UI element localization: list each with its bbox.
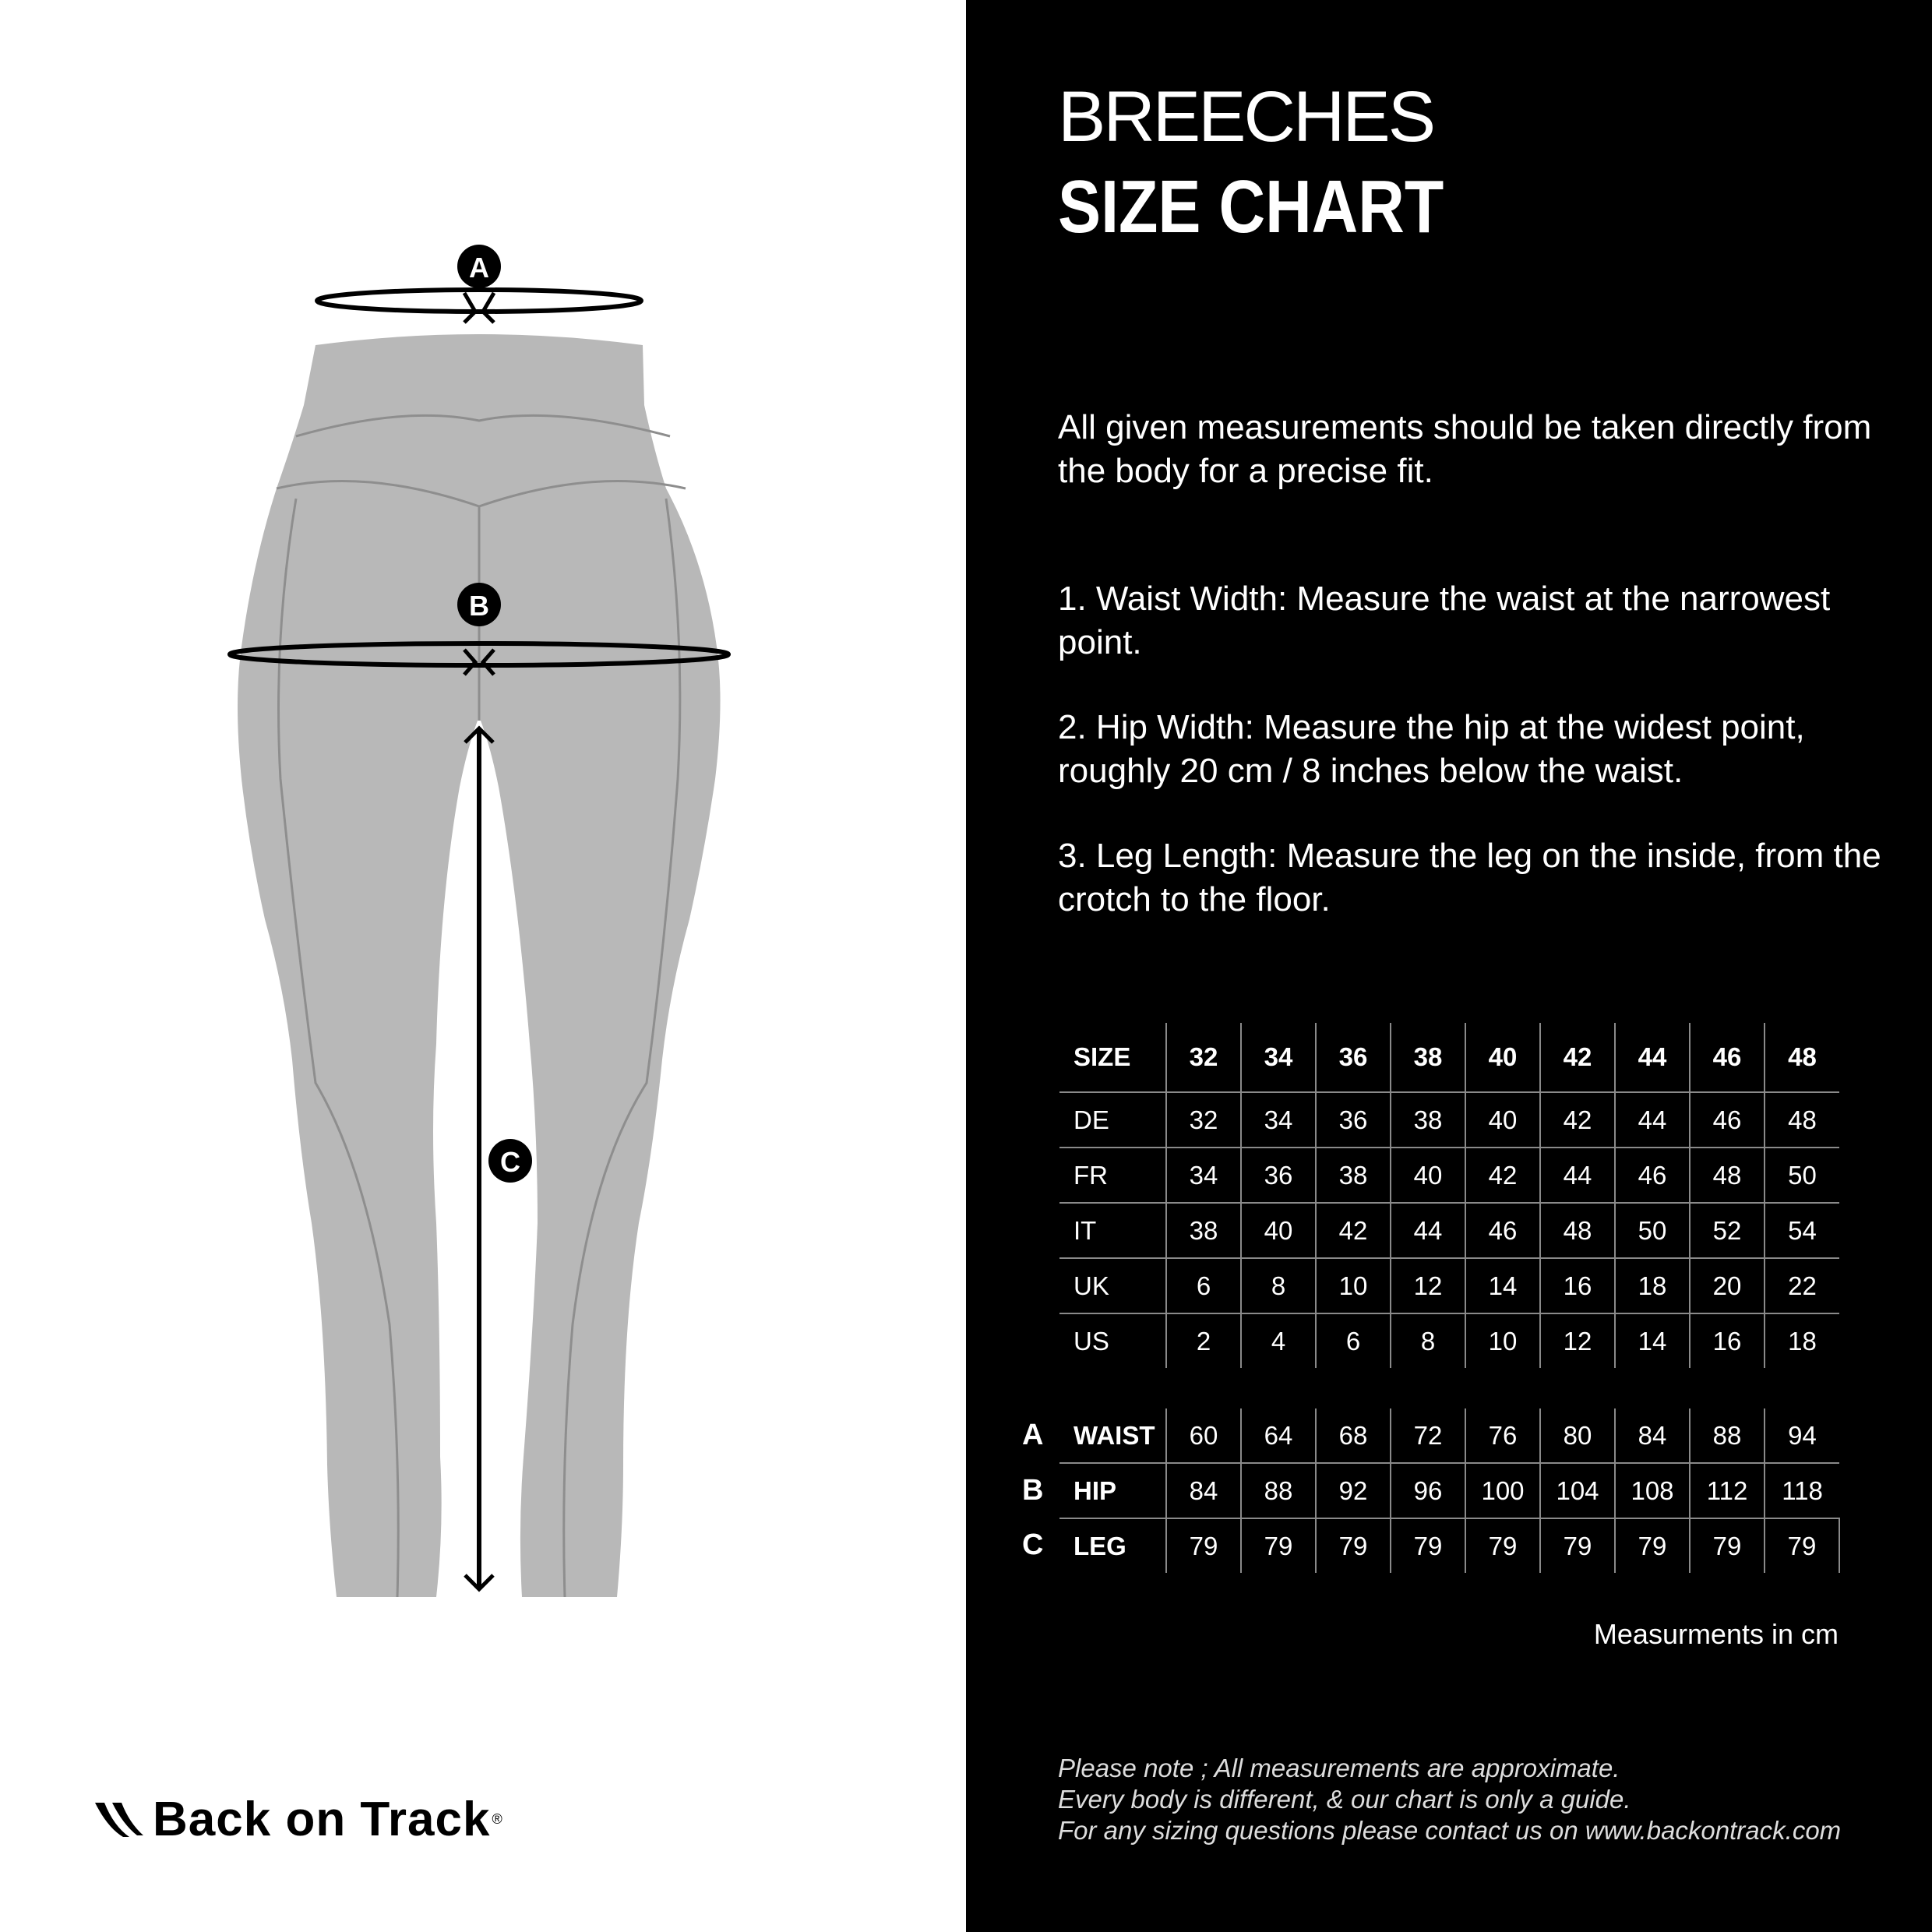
measurement-cell: 84	[1166, 1463, 1241, 1518]
table-spacer	[1059, 1368, 1839, 1408]
measurement-cell: 79	[1166, 1518, 1241, 1573]
product-title: BREECHES	[1058, 77, 1434, 157]
measurement-cell: 72	[1391, 1408, 1465, 1463]
disclaimer-line: Please note ; All measurements are approximate.	[1058, 1754, 1620, 1782]
conversion-cell: 12	[1391, 1258, 1465, 1313]
conversion-cell: 46	[1465, 1203, 1540, 1258]
measurement-cell: 79	[1316, 1518, 1391, 1573]
conversion-cell: 42	[1465, 1148, 1540, 1203]
conversion-cell: 8	[1241, 1258, 1316, 1313]
measurement-row-hip	[1059, 1463, 1839, 1518]
conversion-cell: 32	[1166, 1092, 1241, 1148]
conversion-cell: 2	[1166, 1313, 1241, 1368]
conversion-cell: 50	[1765, 1148, 1839, 1203]
marker-c-label: C	[500, 1146, 520, 1178]
measurement-cell: 112	[1690, 1463, 1765, 1518]
measurement-cell: 60	[1166, 1408, 1241, 1463]
conversion-cell: 10	[1316, 1258, 1391, 1313]
measurement-cell: 79	[1465, 1518, 1540, 1573]
measurement-label: HIP	[1059, 1463, 1166, 1518]
measurement-cell: 96	[1391, 1463, 1465, 1518]
size-header-cell: 44	[1615, 1023, 1690, 1092]
conversion-row-it	[1059, 1203, 1839, 1258]
conversion-cell: 8	[1391, 1313, 1465, 1368]
measurement-cell: 84	[1615, 1408, 1690, 1463]
breeches-diagram	[0, 0, 966, 1714]
conversion-cell: 44	[1540, 1148, 1615, 1203]
step-hip: 2. Hip Width: Measure the hip at the widest point, roughly 20 cm / 8 inches below the waist.	[1058, 708, 1805, 790]
size-header-row	[1059, 1023, 1839, 1092]
conversion-cell: 42	[1316, 1203, 1391, 1258]
marker-b-label: B	[469, 590, 489, 622]
intro-text: All given measurements should be taken directly from the body for a precise fit.	[1058, 408, 1872, 490]
brand-swoosh-icon	[92, 1796, 146, 1843]
size-header-cell: 48	[1765, 1023, 1839, 1092]
measurement-cell: 118	[1765, 1463, 1839, 1518]
measurement-row-leg	[1059, 1518, 1839, 1573]
measurement-cell: 92	[1316, 1463, 1391, 1518]
conversion-cell: 40	[1241, 1203, 1316, 1258]
conversion-cell: 54	[1765, 1203, 1839, 1258]
measurement-cell: 76	[1465, 1408, 1540, 1463]
size-header-cell: 42	[1540, 1023, 1615, 1092]
disclaimer-line: Every body is different, & our chart is only a guide.	[1058, 1785, 1631, 1814]
step-leg: 3. Leg Length: Measure the leg on the inside, from the crotch to the floor.	[1058, 837, 1881, 918]
conversion-cell: 14	[1615, 1313, 1690, 1368]
size-header-label: SIZE	[1074, 1042, 1131, 1071]
conversion-cell: 52	[1690, 1203, 1765, 1258]
measurement-cell: 79	[1540, 1518, 1615, 1573]
waist-arrow-icon	[464, 293, 494, 323]
measurement-cell: 104	[1540, 1463, 1615, 1518]
conversion-cell: 46	[1615, 1148, 1690, 1203]
measurement-row-waist	[1059, 1408, 1839, 1463]
size-header-cell: 34	[1241, 1023, 1316, 1092]
measurement-cell: 79	[1765, 1518, 1839, 1573]
table-spacer-cell	[1059, 1368, 1839, 1408]
measurement-cell: 79	[1241, 1518, 1316, 1573]
size-header-cell: 38	[1391, 1023, 1465, 1092]
conversion-cell: 36	[1316, 1092, 1391, 1148]
measurement-cell: 88	[1241, 1463, 1316, 1518]
conversion-label: DE	[1059, 1092, 1166, 1148]
conversion-row-fr	[1059, 1148, 1839, 1203]
conversion-cell: 38	[1316, 1148, 1391, 1203]
conversion-cell: 38	[1391, 1092, 1465, 1148]
conversion-cell: 34	[1166, 1148, 1241, 1203]
conversion-cell: 34	[1241, 1092, 1316, 1148]
measurement-label: LEG	[1059, 1518, 1166, 1573]
conversion-cell: 10	[1465, 1313, 1540, 1368]
conversion-cell: 14	[1465, 1258, 1540, 1313]
marker-a-label: A	[469, 252, 489, 284]
measurement-cell: 108	[1615, 1463, 1690, 1518]
brand-name: Back on Track	[153, 1793, 491, 1846]
measurement-letter: C	[1022, 1528, 1044, 1561]
page-title: SIZE CHART	[1058, 165, 1444, 249]
measurement-cell: 79	[1615, 1518, 1690, 1573]
step-waist: 1. Waist Width: Measure the waist at the narrowest point.	[1058, 580, 1831, 661]
disclaimer	[1058, 1753, 1841, 1846]
size-table	[1059, 1023, 1840, 1573]
conversion-cell: 22	[1765, 1258, 1839, 1313]
measurement-cell: 100	[1465, 1463, 1540, 1518]
measurement-cell: 94	[1765, 1408, 1839, 1463]
conversion-cell: 38	[1166, 1203, 1241, 1258]
conversion-cell: 40	[1465, 1092, 1540, 1148]
conversion-cell: 6	[1316, 1313, 1391, 1368]
measurement-cell: 79	[1690, 1518, 1765, 1573]
conversion-cell: 42	[1540, 1092, 1615, 1148]
conversion-label: UK	[1059, 1258, 1166, 1313]
conversion-label: FR	[1059, 1148, 1166, 1203]
measurement-cell: 80	[1540, 1408, 1615, 1463]
conversion-cell: 18	[1765, 1313, 1839, 1368]
conversion-row-de	[1059, 1092, 1839, 1148]
conversion-cell: 50	[1615, 1203, 1690, 1258]
conversion-cell: 44	[1391, 1203, 1465, 1258]
conversion-cell: 16	[1690, 1313, 1765, 1368]
size-header-cell: 36	[1316, 1023, 1391, 1092]
size-header-cell: 46	[1690, 1023, 1765, 1092]
conversion-cell: 48	[1540, 1203, 1615, 1258]
measurement-cell: 64	[1241, 1408, 1316, 1463]
conversion-row-uk	[1059, 1258, 1839, 1313]
conversion-cell: 36	[1241, 1148, 1316, 1203]
waist-measure-ring	[317, 290, 641, 312]
size-header-cell: 32	[1166, 1023, 1241, 1092]
measurement-letter: A	[1022, 1419, 1044, 1451]
disclaimer-line: For any sizing questions please contact us on www.backontrack.com	[1058, 1816, 1842, 1845]
brand-registered: ®	[492, 1811, 502, 1827]
measurement-cell: 68	[1316, 1408, 1391, 1463]
conversion-cell: 18	[1615, 1258, 1690, 1313]
conversion-cell: 48	[1765, 1092, 1839, 1148]
conversion-cell: 16	[1540, 1258, 1615, 1313]
size-header-cell: 40	[1465, 1023, 1540, 1092]
info-panel	[966, 0, 1932, 1932]
conversion-cell: 44	[1615, 1092, 1690, 1148]
conversion-cell: 4	[1241, 1313, 1316, 1368]
measurement-cell: 79	[1391, 1518, 1465, 1573]
measurement-label: WAIST	[1074, 1420, 1155, 1450]
conversion-cell: 40	[1391, 1148, 1465, 1203]
conversion-cell: 48	[1690, 1148, 1765, 1203]
conversion-cell: 20	[1690, 1258, 1765, 1313]
conversion-cell: 46	[1690, 1092, 1765, 1148]
conversion-label: US	[1059, 1313, 1166, 1368]
unit-note: Measurments in cm	[1593, 1618, 1839, 1650]
measurement-letter: B	[1022, 1473, 1044, 1507]
conversion-label: IT	[1059, 1203, 1166, 1258]
conversion-cell: 12	[1540, 1313, 1615, 1368]
conversion-cell: 6	[1166, 1258, 1241, 1313]
brand-logo	[92, 1792, 502, 1847]
conversion-row-us	[1059, 1313, 1839, 1368]
measurement-cell: 88	[1690, 1408, 1765, 1463]
